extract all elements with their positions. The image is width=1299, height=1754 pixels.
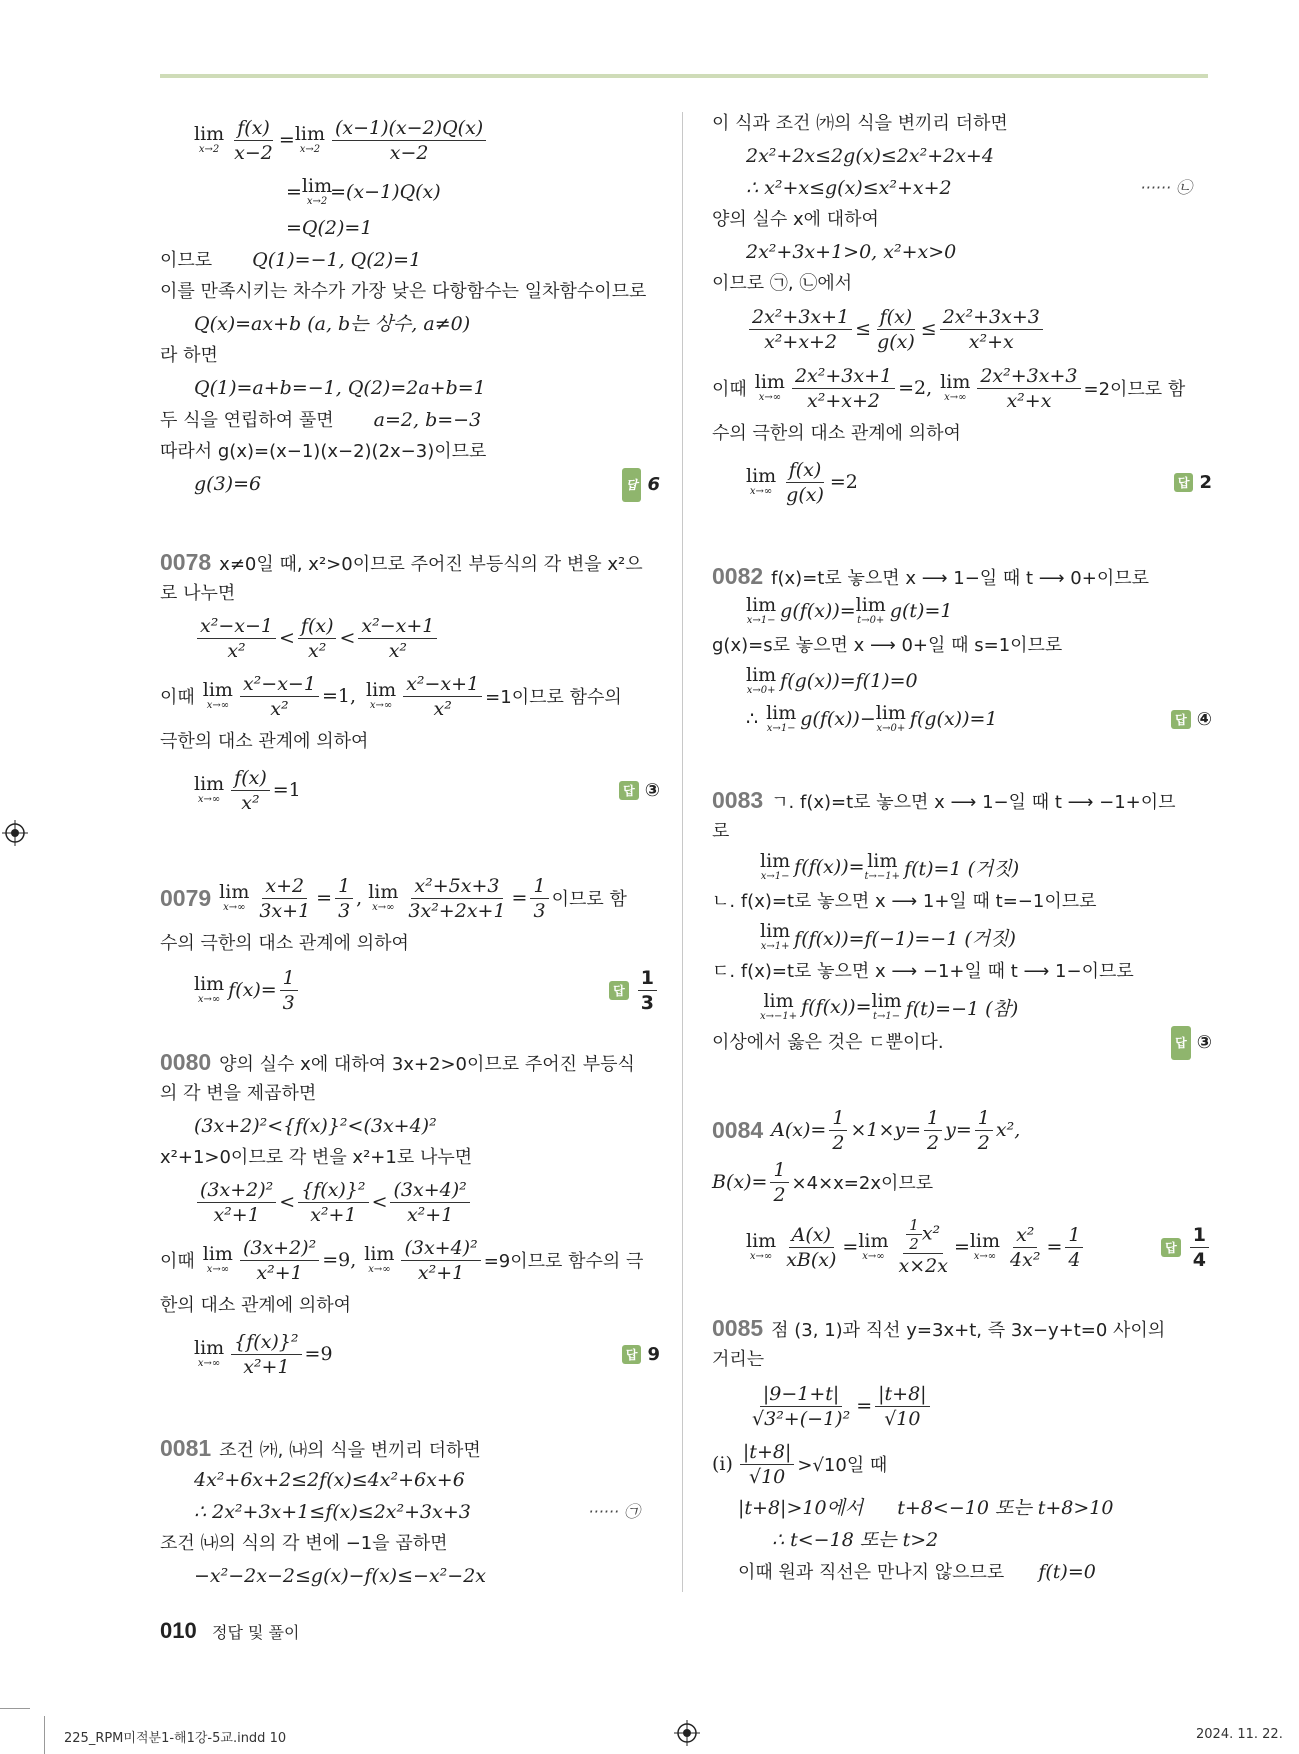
p78-result: lim x→∞ $\frac{f(x)}{\text{x²}}$ =1 답 ③ <box>194 766 660 814</box>
answer-badge: 답 ③ <box>1171 1026 1212 1060</box>
p77-line8: Q(1)=a+b=−1, Q(2)=2a+b=1 <box>194 377 486 399</box>
p81b-result: lim x→∞ $\frac{f(x)}{g(x)}$ =2 답 2 <box>746 458 1212 506</box>
p83-line4: ㄴ. f(x)=t로 놓으면 x ⟶ 1+일 때 t=−1이므로 <box>712 891 1097 912</box>
answer-badge: 답 6 <box>622 468 660 502</box>
p85-line2: 거리는 <box>712 1349 765 1370</box>
trim-mark <box>44 1716 45 1754</box>
p83-line1: 0083 ㄱ. f(x)=t로 놓으면 x ⟶ 1−일 때 t ⟶ −1+이므 <box>712 787 1176 813</box>
fraction: $\frac{(x-1)(x-2)Q(x)}{x-2}$ <box>332 116 486 165</box>
p81-line2: 4x²+6x+2≤2f(x)≤4x²+6x+6 <box>194 1469 465 1491</box>
p79-line2: 수의 극한의 대소 관계에 의하여 <box>160 933 409 954</box>
p85-line7: 이때 원과 직선은 만나지 않으므로 f(t)=0 <box>738 1561 1096 1583</box>
p82-line1: 0082 f(x)=t로 놓으면 x ⟶ 1−일 때 t ⟶ 0+이므로 <box>712 563 1149 589</box>
p77-line11: g(3)=6 답 6 <box>160 468 660 500</box>
p82-line3: g(x)=s로 놓으면 x ⟶ 0+일 때 s=1이므로 <box>712 635 1063 656</box>
p80-result: lim x→∞ $\frac{\text{\{f(x)\}²}}{\text{x²+1}}$ =9 답 9 <box>194 1330 660 1378</box>
p77-line6: Q(x)=ax+b (a, b는 상수, a≠0) <box>194 313 471 335</box>
p77-line4: 이므로 Q(1)=−1, Q(2)=1 <box>160 249 422 271</box>
p81b-line6: 이므로 ㉠, ㉡에서 <box>712 273 853 294</box>
column-divider <box>682 112 683 1592</box>
p83-line3: lim x→1− f(f(x))= lim t→−1+ f(t)=1 (거짓) <box>760 850 1020 882</box>
limit: lim x→2 <box>294 123 325 155</box>
answer-badge: 답 $\frac{1}{4}$ <box>1161 1223 1212 1272</box>
trim-mark <box>0 1708 30 1709</box>
p81b-line1: 이 식과 조건 ㈎의 식을 변끼리 더하면 <box>712 113 1008 134</box>
p77-line2: = lim x→2 =(x−1)Q(x) <box>286 175 441 207</box>
p81b-line2: 2x²+2x≤2g(x)≤2x²+2x+4 <box>746 145 994 167</box>
p85-line1: 0085 점 (3, 1)과 직선 y=3x+t, 즉 3x−y+t=0 사이의 <box>712 1315 1166 1341</box>
p81-line3: ∴ 2x²+3x+1≤f(x)≤2x²+3x+3 ······ ㉠ <box>194 1501 640 1523</box>
p83-line6: ㄷ. f(x)=t로 놓으면 x ⟶ −1+일 때 t ⟶ 1−이므로 <box>712 961 1134 982</box>
p80-ineq: $\frac{\text{(3x+2)²}}{\text{x²+1}}$ < $\frac{\text{\{f(x)\}²}}{\text{x²+1}}$ < $\frac{\text{(3x+4)²}}{\text{x²+1}}$ <box>160 1174 660 1230</box>
p83-line8: 이상에서 옳은 것은 ㄷ뿐이다. 답 ③ <box>712 1026 1212 1058</box>
fraction: $\frac{f(x)}{x-2}$ <box>234 116 273 164</box>
right-column <box>712 108 1212 1588</box>
p85-case1: (ⅰ) $\frac{|t+8|}{√10}$ >√10일 때 <box>712 1440 888 1488</box>
p81b-ineq: $\frac{\text{2x²+3x+1}}{\text{x²+x+2}}$ ≤ $\frac{f(x)}{g(x)}$ ≤ $\frac{\text{2x²+3x+3}}{\text{x²+x}}$ <box>712 300 1212 358</box>
p85-line5: |t+8|>10에서 t+8<−10 또는 t+8>10 <box>738 1497 1114 1519</box>
p80-line1: 0080 양의 실수 x에 대하여 3x+2>0이므로 주어진 부등식 <box>160 1049 635 1075</box>
p78-line2: 로 나누면 <box>160 583 236 604</box>
p84-line2: B(x)= $\frac{1}{2}$ ×4×x=2x이므로 <box>712 1158 934 1206</box>
answer-badge: 답 9 <box>622 1344 660 1365</box>
limit: lim x→2 <box>194 123 225 155</box>
top-rule <box>160 74 1208 78</box>
p84-line1: 0084 A(x)= $\frac{1}{2}$ ×1×y= $\frac{1}{2}$ y= $\frac{1}{2}$ x², <box>712 1106 1021 1154</box>
answer-badge: 답 2 <box>1174 472 1212 493</box>
page-number: 010 <box>160 1618 197 1643</box>
answer-badge: 답 $\frac{1}{3}$ <box>609 966 660 1015</box>
page-label: 정답 및 풀이 <box>212 1623 300 1642</box>
print-date: 2024. 11. 22. <box>1196 1727 1283 1742</box>
p80-line3: (3x+2)²<{f(x)}²<(3x+4)² <box>194 1115 437 1137</box>
left-column <box>160 108 660 1592</box>
p80-line7: 한의 대소 관계에 의하여 <box>160 1295 352 1316</box>
p81-line4: 조건 ㈏의 식의 각 변에 −1을 곱하면 <box>160 1533 448 1554</box>
p85-line6: ∴ t<−18 또는 t>2 <box>772 1529 939 1551</box>
p78-line1: 0078 x≠0일 때, x²>0이므로 주어진 부등식의 각 변을 x²으 <box>160 549 643 575</box>
answer-badge: 답 ④ <box>1171 709 1212 730</box>
p81b-line5: 2x²+3x+1>0, x²+x>0 <box>746 241 957 263</box>
p83-line7: lim x→−1+ f(f(x))= lim t→1− f(t)=−1 (참) <box>760 990 1019 1022</box>
p78-line5: 극한의 대소 관계에 의하여 <box>160 731 369 752</box>
answer-badge: 답 ③ <box>619 780 660 801</box>
p80-line2: 의 각 변을 제곱하면 <box>160 1083 317 1104</box>
p78-ineq: $\frac{\text{x²−x−1}}{\text{x²}}$ < $\frac{f(x)}{\text{x²}}$ < $\frac{\text{x²−x+1}}{\text{x²}}$ <box>160 610 660 666</box>
p77-line3: =Q(2)=1 <box>286 217 373 239</box>
p79-line1: 0079 lim x→∞ $\frac{x+2}{3x+1}$ = $\frac{1}{3}$ , lim x→∞ $\frac{\text{x²+5x+3}}{\text{3x²+2x+1}}$ = $\frac{1}{3}$ 이므로 함 <box>160 874 627 922</box>
p81b-line3: ∴ x²+x≤g(x)≤x²+x+2 ······ ㉡ <box>746 177 1192 199</box>
p82-line5: ∴ lim x→1− g(f(x))− lim x→0+ f(g(x))=1 답 ④ <box>746 702 1212 734</box>
p77-line5: 이를 만족시키는 차수가 가장 낮은 다항함수는 일차함수이므로 <box>160 281 647 302</box>
p82-line2: lim x→1− g(f(x))= lim t→0+ g(t)=1 <box>746 594 953 626</box>
p80-limits: 이때 lim x→∞ $\frac{\text{(3x+2)²}}{\text{x²+1}}$ =9, lim x→∞ $\frac{\text{(3x+4)²}}{\text{x²+1}}$ =9이므로 함수의 극 <box>160 1236 644 1284</box>
p81b-line9: 수의 극한의 대소 관계에 의하여 <box>712 423 961 444</box>
p81-line1: 0081 조건 ㈎, ㈏의 식을 변끼리 더하면 <box>160 1435 481 1461</box>
p77-line7: 라 하면 <box>160 345 218 366</box>
registration-mark-icon <box>674 1720 700 1746</box>
print-filename: 225_RPM미적분1-해1강-5교.indd 10 <box>64 1731 287 1746</box>
p82-line4: lim x→0+ f(g(x))=f(1)=0 <box>746 664 918 696</box>
p78-limits: 이때 lim x→∞ $\frac{\text{x²−x−1}}{\text{x²}}$ =1, lim x→∞ $\frac{\text{x²−x+1}}{\text{x²}}$ =1이므로 함수의 <box>160 672 622 720</box>
p80-line4: x²+1>0이므로 각 변을 x²+1로 나누면 <box>160 1147 473 1168</box>
p81b-line4: 양의 실수 x에 대하여 <box>712 209 879 230</box>
p83-line5: lim x→1+ f(f(x))=f(−1)=−1 (거짓) <box>760 920 1016 952</box>
p83-line2: 로 <box>712 821 730 842</box>
p85-dist: $\frac{|9-1+t|}{\text{√3²+(−1)²}}$ = $\frac{|t+8|}{√10}$ <box>712 1376 1212 1436</box>
p81-line5: −x²−2x−2≤g(x)−f(x)≤−x²−2x <box>194 1565 486 1587</box>
p81b-limits: 이때 lim x→∞ $\frac{\text{2x²+3x+1}}{\text{x²+x+2}}$ =2, lim x→∞ $\frac{\text{2x²+3x+3}}{\text{x²+x}}$ =2이므로 함 <box>712 364 1186 412</box>
p77-line9: 두 식을 연립하여 풀면 a=2, b=−3 <box>160 409 482 431</box>
p77-line1: lim x→2 $\frac{f(x)}{x-2}$ = lim x→2 $\frac{(x-1)(x-2)Q(x)}{x-2}$ <box>160 108 660 172</box>
registration-mark-icon <box>2 820 28 846</box>
p77-line10: 따라서 g(x)=(x−1)(x−2)(2x−3)이므로 <box>160 441 487 462</box>
p84-result: lim x→∞ $\frac{A(x)}{xB(x)}$ = lim x→∞ $\frac{1}{2}$ x² x×2x = lim x→∞ $\frac{\text{x²}}{\text{4x²}}$ = $\frac{1}{4}$ 답 $\frac{1}{4}$ <box>712 1208 1212 1286</box>
p79-result: lim x→∞ f(x)= $\frac{1}{3}$ 답 $\frac{1}{3}$ <box>160 960 660 1020</box>
